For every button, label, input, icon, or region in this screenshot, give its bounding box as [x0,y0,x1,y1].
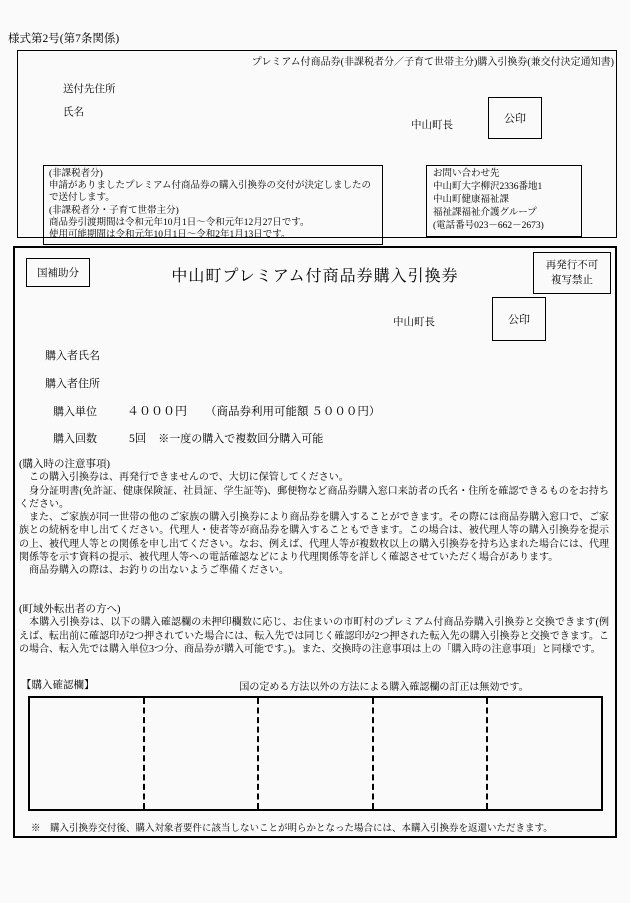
purchase-count-note: ※一度の購入で複数回分購入可能 [158,433,324,445]
purchase-notes-paragraph: また、ご家族が同一世帯の他のご家族の購入引換券により商品券を購入することができます。その際には商品券購入窓口で、ご家族との続柄を申し出てください。代理人・使者等が商品券を購入することもできます。この場合は、被代理人等の購入引換券を提示の上、被代理人等との関係を申し出てください。なお、例えば、代理人等が複数枚以上の購入引換券を持ち込まれた場合には、代理関係等を示す資料の提示、被代理人等への電話確認などにより代理関係等を詳しく確認させていただく場合があります。 [19,512,609,564]
mayor-name: 中山町長 [411,120,453,131]
mayor-name: 中山町長 [393,317,435,328]
contact-line: 中山町大字柳沢2336番地1 [433,182,543,192]
purchaser-name-label: 購入者氏名 [45,350,100,362]
no-copy-line: 複写禁止 [551,275,593,286]
confirmation-cell [488,698,601,809]
contact-line: お問い合わせ先 [433,169,500,179]
subsidy-label: 国補助分 [37,268,79,279]
confirmation-cell [259,698,374,809]
send-address-label: 送付先住所 [63,84,116,95]
purchase-unit-label: 購入単位 [53,406,97,418]
confirmation-note: 国の定める方法以外の方法による購入確認欄の訂正は無効です。 [239,682,529,693]
notice-header: プレミアム付商品券(非課税者分／子育て世帯主分)購入引換券(兼交付決定通知書) [251,57,614,68]
confirmation-heading: 【購入確認欄】 [21,680,95,691]
confirmation-cell [145,698,260,809]
purchase-unit-value: ４０００円 [127,404,188,418]
form-number-label: 様式第2号(第7条関係) [8,33,120,45]
contact-line: 中山町健康福祉課 [433,195,510,205]
decision-info-box [43,165,383,245]
transfer-notes-heading: (町域外転出者の方へ) [19,604,121,615]
purchase-unit-note: （商品券利用可能額 ５０００円） [205,406,381,418]
transfer-notes-paragraph: 本購入引換券は、以下の購入確認欄の未押印欄数に応じ、お住まいの市町村のプレミアム付商品券購入引換券と交換できます(例えば、転出前に確認印が2つ押されていた場合には、転入先では同じく確認印が2つ押された転入先の購入引換券と交換できます。この場合、転入先では購入単位3つ分、商品券が購入可能です。)。また、交換時の注意事項は上の「購入時の注意事項」と同様です。 [19,617,609,655]
purchase-notes-paragraph: 身分証明書(免許証、健康保険証、社員証、学生証等)、郵便物など商品券購入窓口来訪者の氏名・住所を確認できるものをお持ちください。 [19,485,609,510]
voucher-section [13,246,617,838]
official-seal-box [492,297,546,341]
no-reissue-stamp-box [533,252,611,294]
official-seal-box [488,97,542,139]
confirmation-stamp-grid [28,696,603,811]
purchase-notes-block [19,458,609,578]
info-line: 使用可能期間は令和元年10月1日～令和2年1月13日です。 [49,230,291,241]
confirmation-header-row [19,677,609,693]
contact-info-box [426,165,582,237]
notice-section [17,50,617,241]
info-line: 商品券引渡期間は令和元年10月1日～令和元年12月27日です。 [49,217,310,228]
transfer-notes-block [19,603,609,656]
recipient-name-label: 氏名 [63,107,84,118]
contact-line: (電話番号023－662－2673) [433,221,544,231]
info-line: (非課税者分・子育て世帯主分) [49,205,179,216]
info-line: (非課税者分) [49,169,103,179]
purchase-count-label: 購入回数 [53,433,97,445]
purchase-unit-row [53,402,380,419]
return-voucher-note: ※ 購入引換券交付後、購入対象者要件に該当しないことが明らかとなった場合には、本購入引換券を返還いただきます。 [31,824,553,834]
confirmation-cell [374,698,489,809]
confirmation-cell [30,698,145,809]
official-seal-label: 公印 [504,113,526,125]
purchase-count-value: 5回 [129,433,147,445]
no-reissue-line: 再発行不可 [545,260,599,271]
purchase-notes-paragraph: この購入引換券は、再発行できませんので、大切に保管してください。 [19,472,349,484]
purchase-count-row [53,430,323,446]
official-seal-label: 公印 [508,314,530,326]
info-line: 申請がありましたプレミアム付商品券の購入引換券の交付が決定しましたので送付します。 [49,181,371,204]
voucher-title: 中山町プレミアム付商品券購入引換券 [171,268,459,285]
purchase-notes-paragraph: 商品券購入の際は、お釣りの出ないようご準備ください。 [19,565,289,577]
purchaser-address-label: 購入者住所 [45,378,100,390]
contact-line: 福祉課福祉介護グループ [433,208,537,218]
purchase-notes-heading: (購入時の注意事項) [19,459,110,470]
